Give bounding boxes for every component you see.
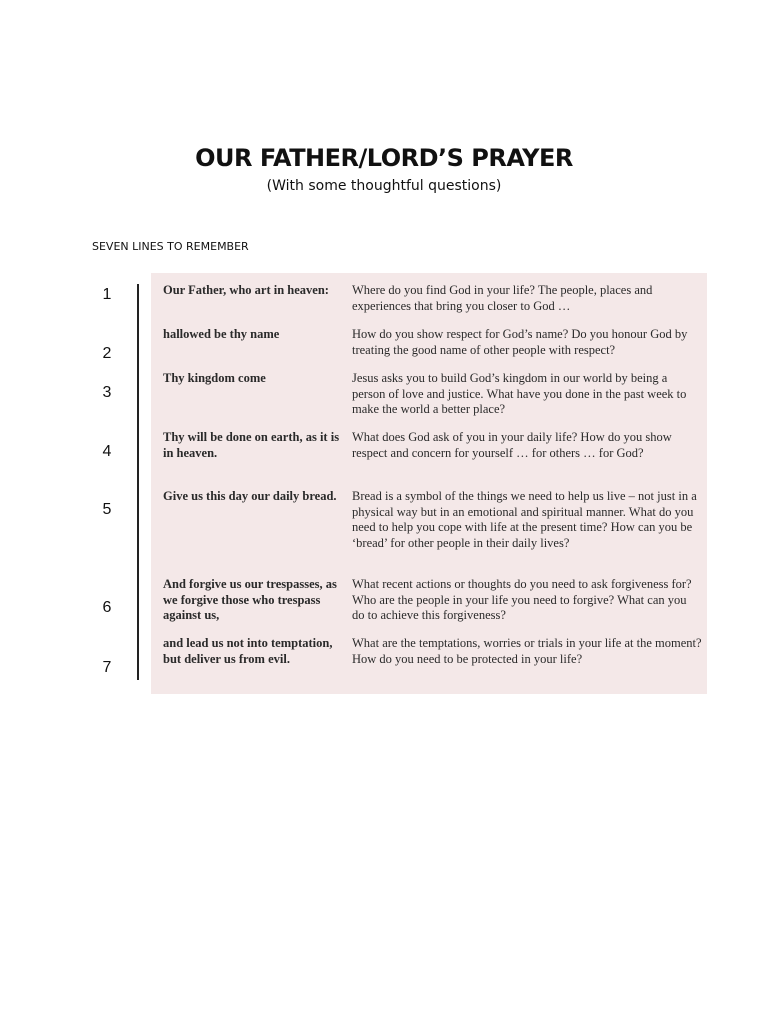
prayer-line-4: Thy will be done on earth, as it is in heaven. [163,430,340,460]
prayer-line-5: Give us this day our daily bread. [163,489,337,503]
line-number-3: 3 [102,384,112,401]
line-number-1: 1 [102,286,112,303]
line-number-6: 6 [102,599,112,616]
line-number-7: 7 [102,659,112,676]
section-label: SEVEN LINES TO REMEMBER [92,240,249,253]
line-number-5: 5 [102,501,112,518]
question-5: Bread is a symbol of the things we need to help us live – not just in a physical way but in an emotional and spiritual manner. What do you need to help you cope with life at the present time? How can you be ‘bread’ for other people in their daily lives? [352,489,697,550]
vertical-divider [137,284,139,680]
page-title: OUR FATHER/LORD’S PRAYER [195,144,573,172]
prayer-line-7: and lead us not into temptation, but deliver us from evil. [163,636,333,666]
prayer-line-3: Thy kingdom come [163,371,266,385]
question-4: What does God ask of you in your daily life? How do you show respect and concern for yourself … for others … for God? [352,430,672,460]
question-7: What are the temptations, worries or trials in your life at the moment? How do you need to be protected in your life? [352,636,702,666]
page-subtitle: (With some thoughtful questions) [266,178,502,194]
prayer-line-1: Our Father, who art in heaven: [163,283,329,297]
question-2: How do you show respect for God’s name? Do you honour God by treating the good name of other people with respect? [352,327,688,357]
question-6: What recent actions or thoughts do you need to ask forgiveness for? Who are the people in your life you need to forgive? What can you do to achieve this forgiveness? [352,577,692,622]
prayer-line-6: And forgive us our trespasses, as we forgive those who trespass against us, [163,577,337,622]
line-number-4: 4 [102,443,112,460]
prayer-line-2: hallowed be thy name [163,327,280,341]
line-number-2: 2 [102,345,112,362]
question-3: Jesus asks you to build God’s kingdom in our world by being a person of love and justice. What have you done in the past week to make the world a better place? [352,371,687,416]
question-1: Where do you find God in your life? The people, places and experiences that bring you closer to God … [352,283,653,313]
